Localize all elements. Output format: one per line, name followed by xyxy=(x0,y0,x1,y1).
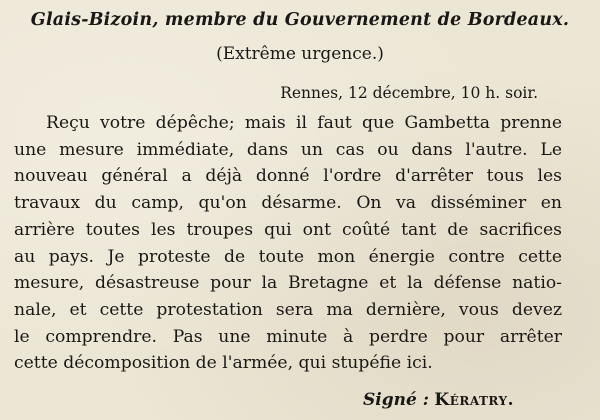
recipient-heading: Glais-Bizoin, membre du Gouvernement de Bordeaux. xyxy=(30,10,570,30)
dateline: Rennes, 12 décembre, 10 h. soir. xyxy=(280,84,538,102)
body-line: Reçu votre dépêche; mais il faut que Gambetta prenne xyxy=(46,113,562,133)
body-line: au pays. Je proteste de toute mon énergie contre cette xyxy=(14,246,562,267)
signature-label: Signé : xyxy=(363,390,430,410)
body-line: nouveau général a déjà donné l'ordre d'arrêter tous les xyxy=(14,166,562,187)
signature-name: Kératry. xyxy=(434,390,514,410)
body-line: cette décomposition de l'armée, qui stupéfie ici. xyxy=(14,353,433,374)
body-line: nale, et cette protestation sera ma dernière, vous devez xyxy=(14,299,562,320)
urgency-note: (Extrême urgence.) xyxy=(216,44,384,64)
body-line: arrière toutes les troupes qui ont coûté tant de sacrifices xyxy=(14,219,562,240)
body-line: le comprendre. Pas une minute à perdre pour arrêter xyxy=(14,326,562,347)
dispatch-body xyxy=(14,110,562,377)
body-line: travaux du camp, qu'on désarme. On va disséminer en xyxy=(14,193,562,214)
signature xyxy=(363,390,514,410)
body-line: une mesure immédiate, dans un cas ou dans l'autre. Le xyxy=(14,139,562,160)
body-line: mesure, désastreuse pour la Bretagne et la défense natio- xyxy=(14,273,562,294)
